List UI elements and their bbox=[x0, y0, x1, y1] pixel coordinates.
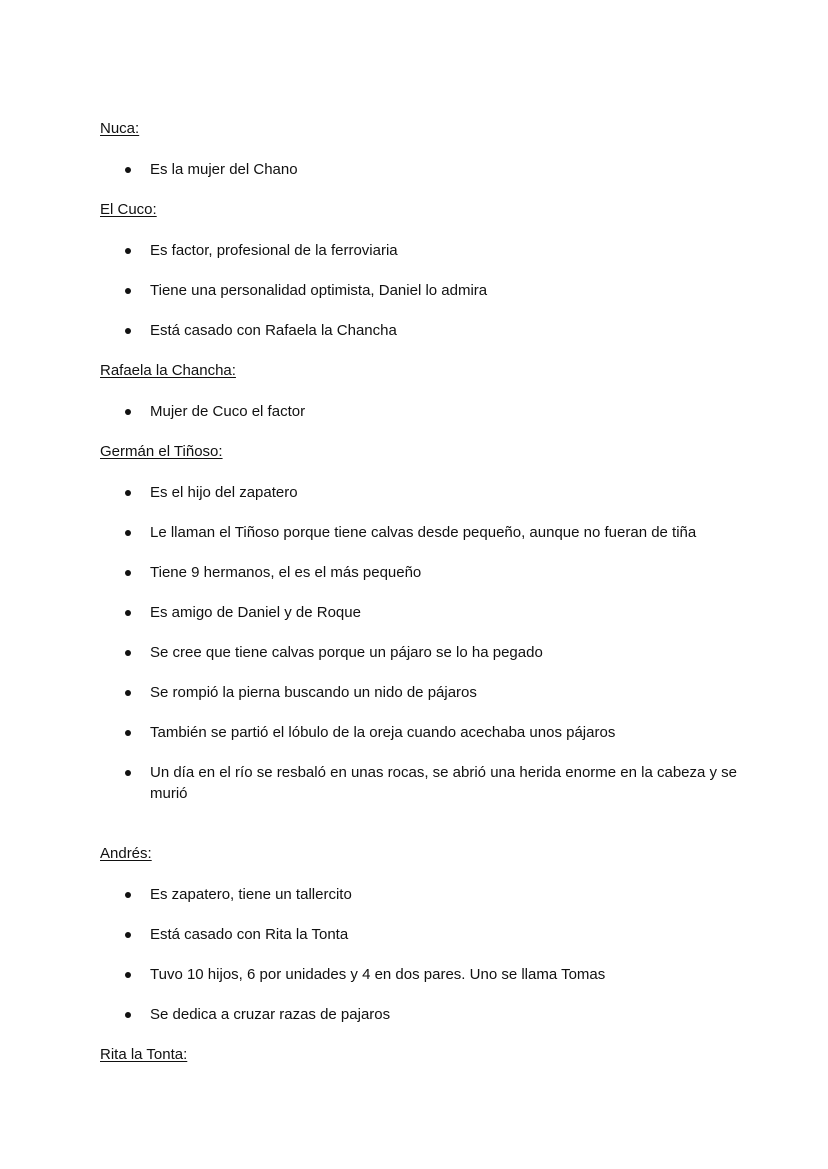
section-heading-el-cuco: El Cuco: bbox=[100, 201, 157, 218]
list-item: Le llaman el Tiñoso porque tiene calvas desde pequeño, aunque no fueran de tiña bbox=[100, 522, 740, 543]
bullet-icon bbox=[125, 972, 131, 978]
list-item: También se partió el lóbulo de la oreja cuando acechaba unos pájaros bbox=[100, 722, 740, 743]
bullet-icon bbox=[125, 288, 131, 294]
section-list-rafaela bbox=[100, 401, 740, 422]
bullet-icon bbox=[125, 490, 131, 496]
bullet-icon bbox=[125, 770, 131, 776]
bullet-icon bbox=[125, 409, 131, 415]
bullet-icon bbox=[125, 892, 131, 898]
section-list-german bbox=[100, 482, 740, 804]
list-item: Es factor, profesional de la ferroviaria bbox=[100, 240, 740, 261]
section-heading-andres: Andrés: bbox=[100, 845, 152, 862]
bullet-icon bbox=[125, 650, 131, 656]
bullet-icon bbox=[125, 248, 131, 254]
section-heading-german: Germán el Tiñoso: bbox=[100, 443, 223, 460]
list-item: Está casado con Rafaela la Chancha bbox=[100, 320, 740, 341]
list-item: Está casado con Rita la Tonta bbox=[100, 924, 740, 945]
list-item: Es el hijo del zapatero bbox=[100, 482, 740, 503]
list-item: Se dedica a cruzar razas de pajaros bbox=[100, 1004, 740, 1025]
list-item: Tiene 9 hermanos, el es el más pequeño bbox=[100, 562, 740, 583]
section-list-nuca bbox=[100, 159, 740, 180]
list-item: Es amigo de Daniel y de Roque bbox=[100, 602, 740, 623]
list-item: Es la mujer del Chano bbox=[100, 159, 740, 180]
section-heading-nuca: Nuca: bbox=[100, 120, 140, 137]
list-item: Un día en el río se resbaló en unas rocas, se abrió una herida enorme en la cabeza y se murió bbox=[100, 762, 740, 804]
list-item: Se rompió la pierna buscando un nido de pájaros bbox=[100, 682, 740, 703]
list-item: Tuvo 10 hijos, 6 por unidades y 4 en dos pares. Uno se llama Tomas bbox=[100, 964, 740, 985]
bullet-icon bbox=[125, 932, 131, 938]
list-item: Es zapatero, tiene un tallercito bbox=[100, 884, 740, 905]
section-list-el-cuco bbox=[100, 240, 740, 341]
bullet-icon bbox=[125, 610, 131, 616]
bullet-icon bbox=[125, 1012, 131, 1018]
list-item: Se cree que tiene calvas porque un pájaro se lo ha pegado bbox=[100, 642, 740, 663]
bullet-icon bbox=[125, 530, 131, 536]
section-heading-rita: Rita la Tonta: bbox=[100, 1046, 188, 1063]
document-page bbox=[100, 119, 740, 1065]
section-list-andres bbox=[100, 884, 740, 1025]
list-item: Mujer de Cuco el factor bbox=[100, 401, 740, 422]
bullet-icon bbox=[125, 167, 131, 173]
bullet-icon bbox=[125, 690, 131, 696]
section-heading-rafaela: Rafaela la Chancha: bbox=[100, 362, 236, 379]
bullet-icon bbox=[125, 730, 131, 736]
bullet-icon bbox=[125, 328, 131, 334]
list-item: Tiene una personalidad optimista, Daniel lo admira bbox=[100, 280, 740, 301]
bullet-icon bbox=[125, 570, 131, 576]
